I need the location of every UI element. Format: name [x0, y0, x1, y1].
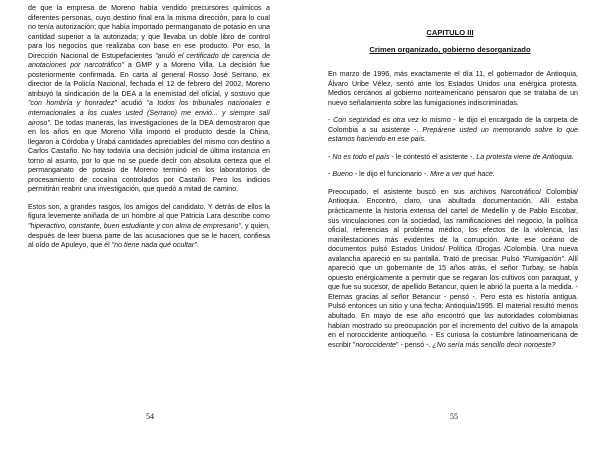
text-run: acudió	[116, 99, 147, 108]
text-run: - le dijo el funcionario -.	[352, 170, 431, 179]
left-page-body	[28, 4, 270, 259]
text-run: -	[328, 152, 333, 161]
body-paragraph	[28, 203, 270, 251]
right-page-number: 55	[450, 412, 458, 421]
text-run: , y quien, después de leer buena parte de las acusaciones que se le hacen, confiesa al oído de Apuleyo, que él	[28, 222, 270, 250]
text-run: -	[328, 170, 333, 179]
italic-text: "anuló el certificado de carencia de anotaciones por narcotráfico"	[28, 51, 270, 70]
italic-text: "Fumigación"	[522, 254, 564, 263]
italic-text: La protesta viene de Antioquia.	[476, 152, 574, 161]
body-paragraph	[328, 170, 578, 180]
left-page-number: 54	[146, 412, 154, 421]
right-page	[300, 0, 600, 450]
italic-text: noroccidente	[355, 340, 396, 349]
text-run: . De todas maneras, las investigaciones de la DEA demostraron que en los años en que Moreno Villa importó el producto desde la China, llegaron a Córdoba y Urabá cantidades apreciables del mismo con destino a Carlos Castaño. No hay todavía una decisión judicial de última instancia en torno al asunto, por lo que no se puede decir con absoluta certeza que el permanganato de potasio de Moreno terminó en los laboratorios de procesamiento de cocaína controlados por Castaño. Pero los indicios permitirán reabrir una investigación, que quedó a mitad de camino.	[28, 118, 270, 194]
body-paragraph	[328, 70, 578, 108]
text-run: a GMP y a Moreno Villa. La decisión fue posteriormente confirmada. En carta al general Rosso José Serrano, ex director de la Policía Nacional, fechada el 12 de febrero del 2002, Moreno atribuyó la sindicación de la DEA a la enemistad del oficial, y sostuvo que	[28, 61, 270, 98]
italic-text: "a todos los tribunales nacionales e internacionales a los cuales usted (Serrano) me envió... y siempre salí airoso"	[28, 99, 270, 127]
text-run: -	[328, 116, 334, 125]
body-paragraph	[328, 116, 578, 145]
italic-text: Mire a ver qué hace.	[430, 170, 495, 179]
italic-text: "con hombría y honradez"	[28, 99, 117, 108]
body-paragraph	[28, 4, 270, 195]
text-run: de que la empresa de Moreno había vendido precursores químicos a diferentes personas, cuyo destino final era la misma dirección, para lo cual no tenía autorización; que había importado permanganato de potasio en una cantidad superior a la autorizada; y que llevaba un doble libro de control para los negocios que realizaba con base en ese producto. Por eso, la Dirección Nacional de Estupefacientes	[28, 4, 270, 60]
text-run: .	[196, 241, 199, 250]
italic-text: Con seguridad es otra vez lo mismo	[333, 116, 451, 125]
text-run: . Allí apareció que un gobernante de 15 años atrás, el señor Turbay, se había opuesto enérgicamente a permitir que se regaran los cultivos con paraquat, y que fue su sucesor, de apellido Betancur, quien le abrió la puerta a la medida. - Eternas gracias al señor Betancur - pensó -. Pero esta es historia antigua. Pulsó entonces un sitio y una fecha: Antioquia/1995. El material resultó menos abultado. En mayo de ese año encontró que las autoridades colombianas habían mostrado su preocupación por el incremento del cultivo de la amapola en el noroccidente antioqueño. - Es curiosa la costumbre latinoamericana de escribir "	[328, 254, 579, 349]
text-run: Preocupado, el asistente buscó en sus archivos Narcotráfico/ Colombia/ Antioquia. Encontró, claro, una abultada documentación. Allí estaba prácticamente la historia extensa del cartel de Medellín y de Pablo Escobar, sus vinculaciones con la sociedad, las ramificaciones del negocio, la política oficial, referencias al problema médico, los efectos de la violencia, las manifestaciones más evidentes de la corrupción. Ante ese océano de documentos pulsó Estados Unidos/ Política /Drogas /Colombia. Una nueva avalancha apareció en su pantalla. Trató de precisar. Pulsó	[328, 187, 578, 263]
chapter-subtitle: Crimen organizado, gobierno desorganizado	[369, 45, 531, 54]
italic-text: ¿No sería más sencillo decir noroeste?	[432, 340, 556, 349]
text-run: Estos son, a grandes rasgos, los amigos del candidato. Y detrás de ellos la figura levemente aniñada de un hombre al que Patricia Lara describe como	[28, 202, 270, 221]
body-paragraph	[328, 153, 578, 163]
italic-text: Prepárene usted un memorando sobre lo que estamos haciendo en ese país.	[328, 125, 578, 144]
text-run: - le dijo el encargado de la carpeta de Colombia a su asistente -.	[328, 116, 578, 134]
right-page-body	[328, 70, 578, 358]
italic-text: No es todo el país	[332, 152, 390, 161]
chapter-heading: CAPITULO III	[426, 28, 474, 37]
text-run: - le contestó el asistente -.	[389, 152, 477, 161]
italic-text: Bueno	[332, 170, 353, 179]
body-paragraph	[328, 188, 578, 350]
italic-text: "hiperactivo, constante, buen estudiante y con alma de empresario"	[28, 222, 241, 231]
text-run: " - pensó -.	[395, 340, 433, 349]
text-run: En marzo de 1996, más exactamente el día 11, el gobernador de Antioquia, Álvaro Uribe Vélez, sentó ante los Estados Unidos una enérgica protesta. Medios cercanos al gobierno norteamericano pensaron que se trataba de un nuevo señalamiento sobre las fumigaciones indiscriminadas.	[328, 70, 578, 107]
italic-text: "no tiene nada qué ocultar"	[111, 241, 197, 250]
